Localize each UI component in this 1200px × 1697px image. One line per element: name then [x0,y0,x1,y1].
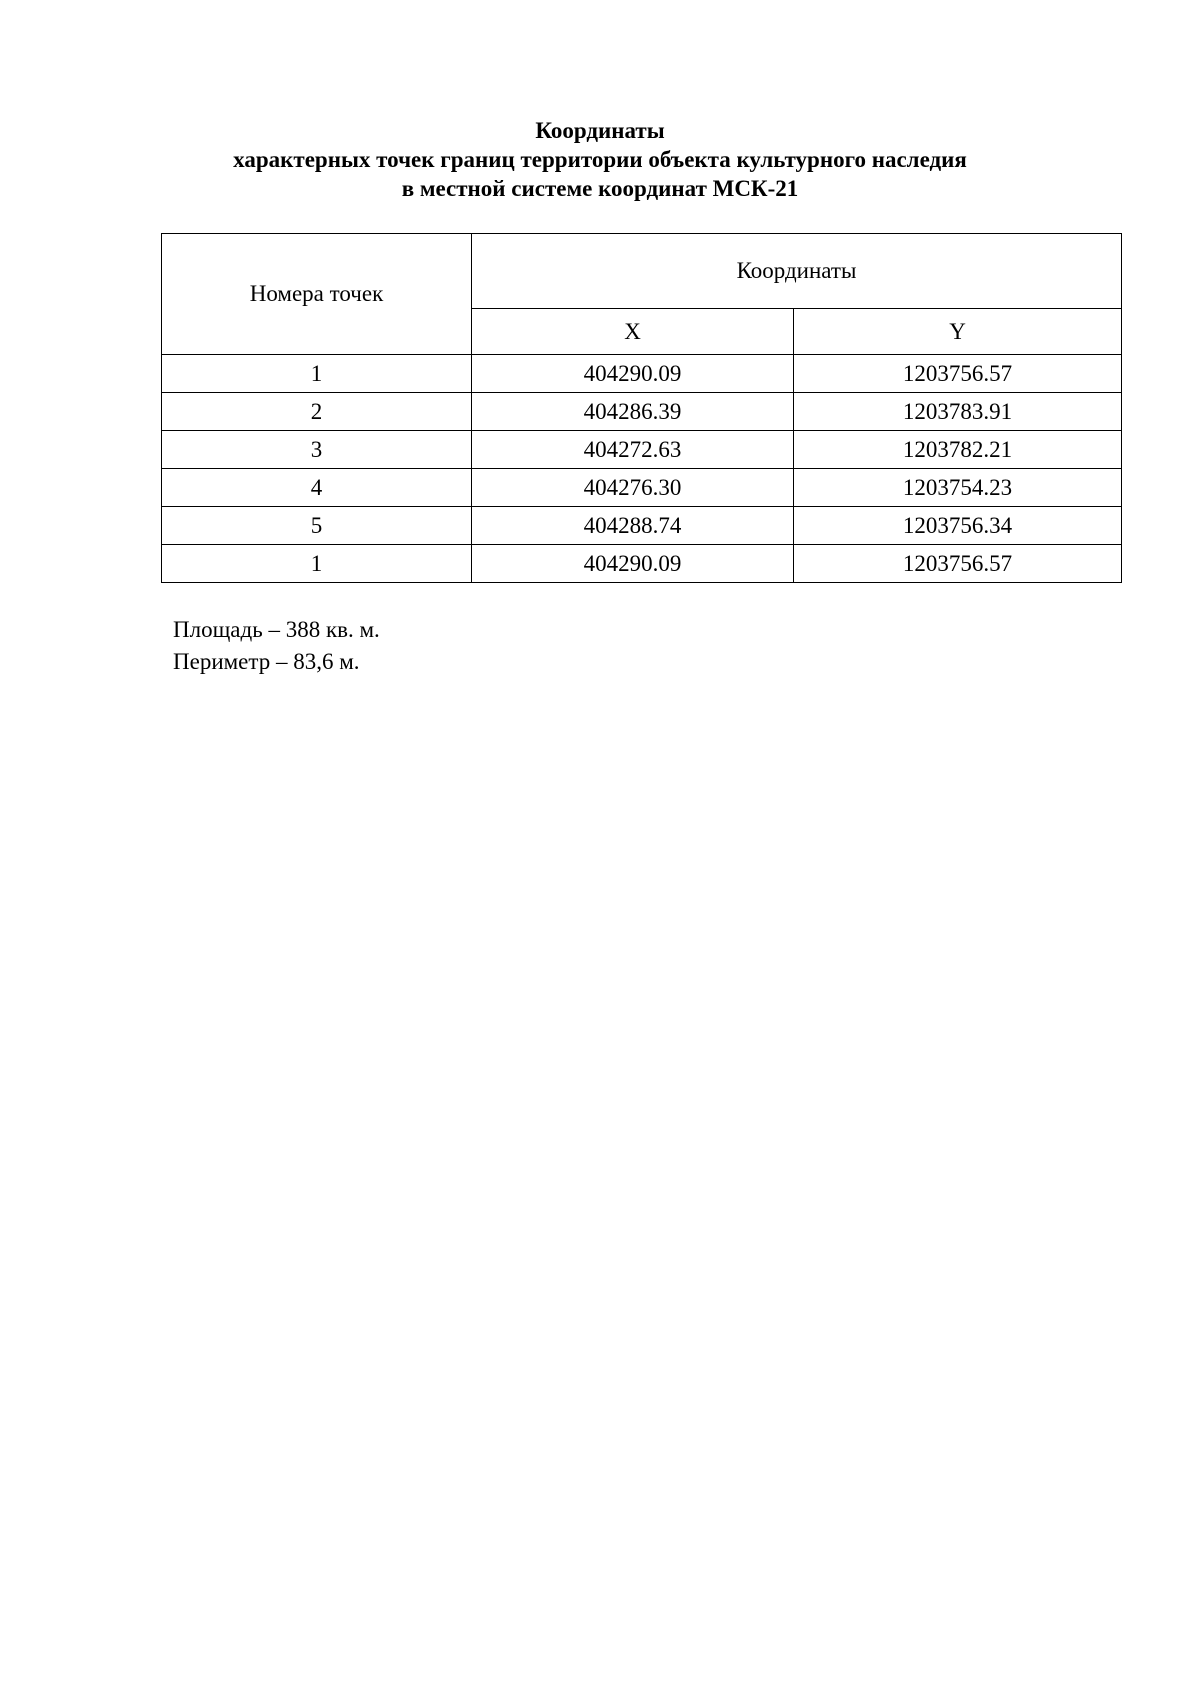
cell-x: 404290.09 [472,355,794,393]
table-row [162,469,1122,507]
cell-x: 404286.39 [472,393,794,431]
perimeter-text: Периметр – 83,6 м. [173,649,360,674]
header-point-numbers: Номера точек [162,234,472,355]
cell-point: 5 [162,507,472,545]
cell-point: 3 [162,431,472,469]
header-coordinates: Координаты [472,234,1122,309]
header-x: X [472,309,794,355]
table-row [162,507,1122,545]
cell-y: 1203756.34 [794,507,1122,545]
table-row [162,393,1122,431]
header-y: Y [794,309,1122,355]
cell-x: 404272.63 [472,431,794,469]
cell-point: 1 [162,355,472,393]
cell-point: 1 [162,545,472,583]
cell-y: 1203754.23 [794,469,1122,507]
summary-block [173,614,380,678]
cell-y: 1203782.21 [794,431,1122,469]
cell-point: 4 [162,469,472,507]
title-line-1: Координаты [535,118,665,143]
cell-x: 404290.09 [472,545,794,583]
cell-y: 1203756.57 [794,545,1122,583]
cell-point: 2 [162,393,472,431]
table-row [162,431,1122,469]
table-row [162,355,1122,393]
coordinates-table [161,233,1122,583]
area-text: Площадь – 388 кв. м. [173,617,380,642]
cell-y: 1203756.57 [794,355,1122,393]
cell-x: 404288.74 [472,507,794,545]
title-line-2: характерных точек границ территории объекта культурного наследия [233,147,967,172]
title-line-3: в местной системе координат МСК-21 [401,176,799,201]
document-title [0,116,1200,203]
cell-x: 404276.30 [472,469,794,507]
cell-y: 1203783.91 [794,393,1122,431]
table-row [162,545,1122,583]
